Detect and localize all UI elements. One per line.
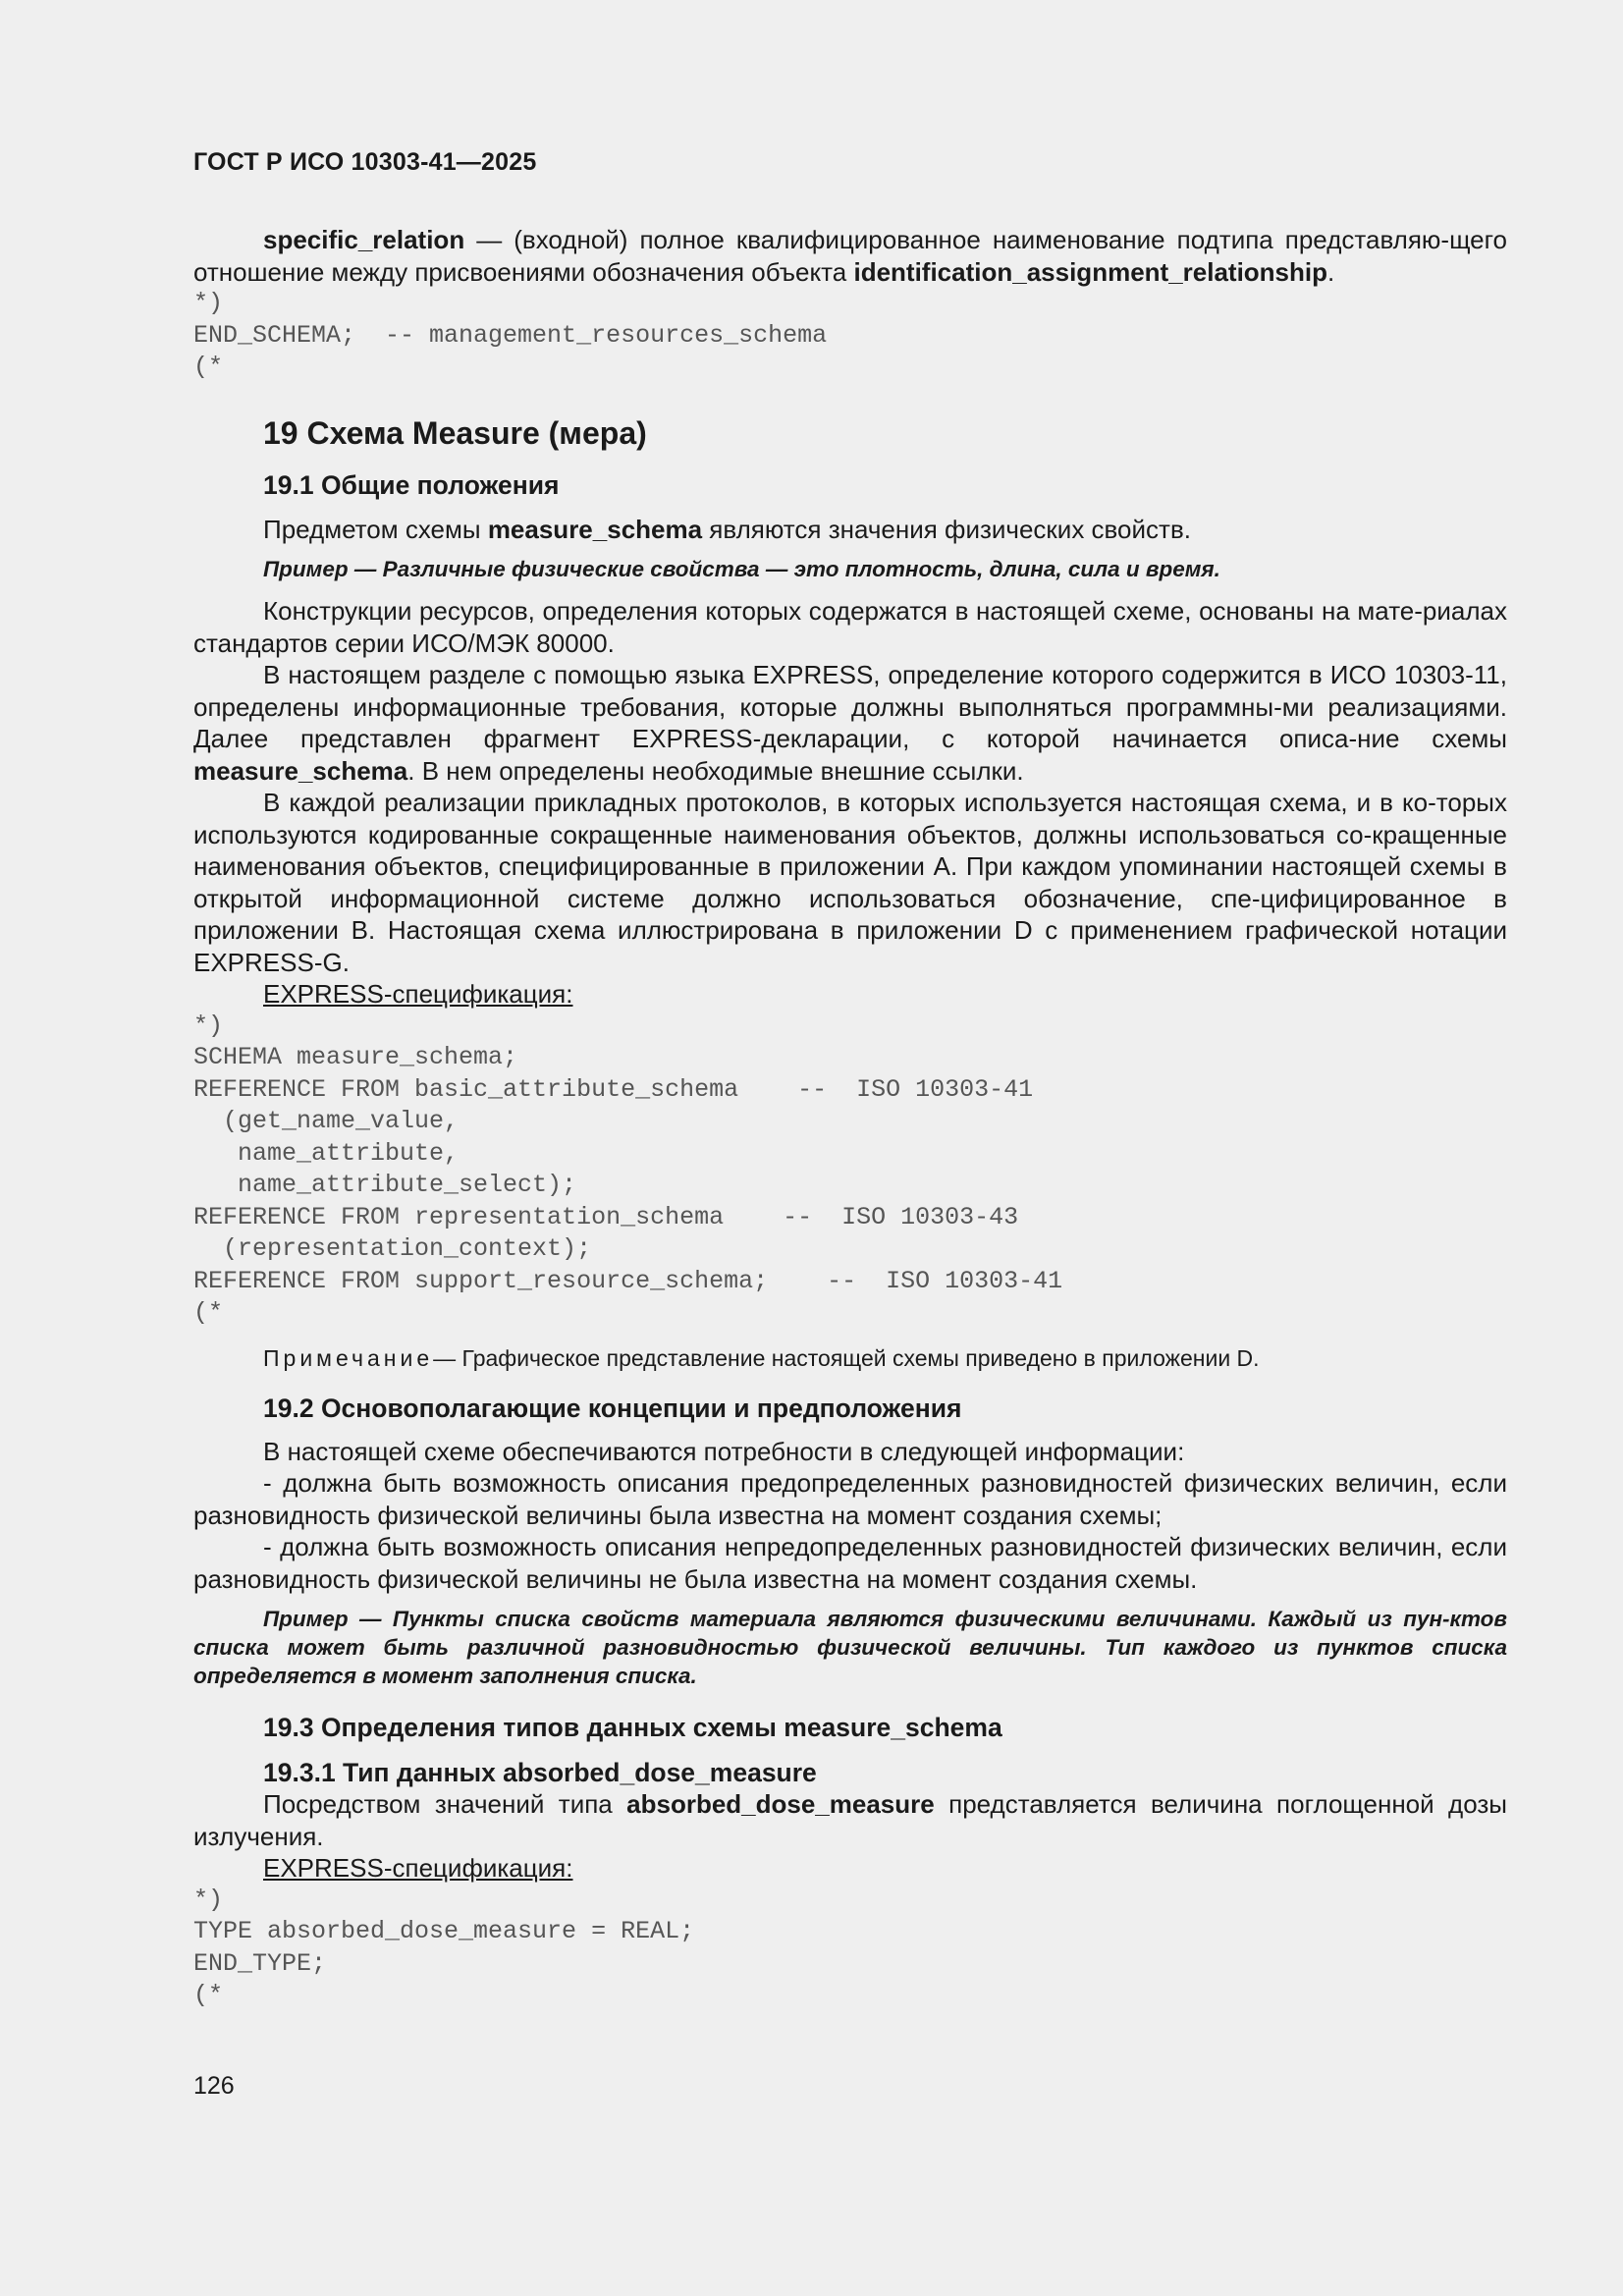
note-text: — Графическое представление настоящей схемы приведено в приложении D.	[433, 1344, 1260, 1371]
code-line: name_attribute_select);	[193, 1171, 577, 1199]
example-2: Пример — Пункты списка свойств материала являются физическими величинами. Каждый из пун-ктов списка может быть различной разновидностью физической величины. Тип каждого из пунктов списка определяется в момент заполнения списка.	[193, 1607, 1507, 1688]
paragraph-express-intro: В настоящем разделе с помощью языка EXPRESS, определение которого содержится в ИСО 10303-11, определены информационные требования, которые должны выполняться программны-ми реализациями. Далее представлен фрагмент EXPRESS-декларации, с которой начинается описа-ние схемы measure_schema. В нем определены необходимые внешние ссылки.	[193, 660, 1507, 786]
term-identification-assignment-relationship: identification_assignment_relationship	[853, 256, 1328, 287]
section-19-title: 19 Схема Measure (мера)	[263, 414, 647, 451]
code-line: REFERENCE FROM representation_schema -- ISO 10303-43	[193, 1202, 1019, 1231]
section-19-3-title: 19.3 Определения типов данных схемы measure_schema	[263, 1713, 1002, 1742]
code-line: *)	[193, 1885, 224, 1914]
page-content	[193, 224, 1507, 2012]
term-measure-schema: measure_schema	[487, 514, 703, 544]
code-block-schema	[193, 1011, 1507, 1330]
code-line: TYPE absorbed_dose_measure = REAL;	[193, 1917, 695, 1945]
code-block-type	[193, 1885, 1507, 2012]
code-line: END_SCHEMA; -- management_resources_schema	[193, 320, 828, 350]
express-spec-label-2: EXPRESS-спецификация:	[263, 1853, 573, 1883]
term-specific-relation: specific_relation	[263, 225, 465, 254]
code-line: (*	[193, 1298, 224, 1327]
code-line: END_TYPE;	[193, 1948, 327, 1978]
section-19-2-title: 19.2 Основополагающие концепции и предположения	[263, 1393, 962, 1423]
paragraph-measure-schema-subject: Предметом схемы measure_schema являются значения физических свойств.	[263, 514, 1191, 544]
section-19-3-1-title: 19.3.1 Тип данных absorbed_dose_measure	[263, 1758, 817, 1787]
paragraph-absorbed-dose: Посредством значений типа absorbed_dose_measure представляется величина поглощенной дозы излучения.	[193, 1789, 1507, 1851]
term-absorbed-dose-measure: absorbed_dose_measure	[626, 1789, 935, 1819]
code-line: *)	[193, 1011, 224, 1040]
express-spec-label: EXPRESS-спецификация:	[263, 979, 573, 1009]
section-19-1-title: 19.1 Общие положения	[263, 469, 560, 500]
list-item-non-predefined: - должна быть возможность описания непредопределенных разновидностей физических величин, если разновидность физической величины не была известна на момент создания схемы.	[193, 1532, 1507, 1594]
note	[263, 1343, 1507, 1373]
code-line: (*	[193, 353, 224, 381]
page-number: 126	[193, 2072, 235, 2100]
example-1: Пример — Различные физические свойства — это плотность, длина, сила и время.	[263, 557, 1220, 581]
code-line: REFERENCE FROM support_resource_schema; -- ISO 10303-41	[193, 1266, 1063, 1295]
code-line: *)	[193, 289, 224, 317]
intro-text-2: .	[1327, 256, 1335, 287]
term-measure-schema-2: measure_schema	[193, 755, 408, 786]
code-line: (get_name_value,	[193, 1107, 460, 1135]
code-line: (representation_context);	[193, 1234, 592, 1263]
intro-paragraph	[193, 224, 1507, 288]
paragraph-needs: В настоящей схеме обеспечиваются потребности в следующей информации:	[263, 1436, 1185, 1466]
code-line: name_attribute,	[193, 1138, 460, 1168]
document-header: ГОСТ Р ИСО 10303-41—2025	[193, 148, 537, 176]
code-line: (*	[193, 1981, 224, 2009]
paragraph-resources: Конструкции ресурсов, определения которых содержатся в настоящей схеме, основаны на мате-риалах стандартов серии ИСО/МЭК 80000.	[193, 596, 1507, 658]
paragraph-implementations: В каждой реализации прикладных протоколов, в которых используется настоящая схема, и в ко-торых используются кодированные сокращенные наименования объектов, должны использоваться со-кращенные наименования объектов, специфицированные в приложении А. При каждом упоминании настоящей схемы в открытой информационной системе должно использоваться обозначение, спе-цифицированное в приложении В. Настоящая схема иллюстрирована в приложении D с применением графической нотации EXPRESS-G.	[193, 788, 1507, 977]
note-label: Примечание	[263, 1344, 434, 1371]
code-line: SCHEMA measure_schema;	[193, 1043, 518, 1071]
code-line: REFERENCE FROM basic_attribute_schema -- ISO 10303-41	[193, 1074, 1034, 1104]
code-block-end-schema	[193, 288, 1507, 384]
list-item-predefined: - должна быть возможность описания предопределенных разновидностей физических величин, если разновидность физической величины была известна на момент создания схемы;	[193, 1468, 1507, 1530]
intro-text-1: — (входной) полное квалифицированное наименование подтипа представляю-щего отношение между присвоениями обозначения объекта	[193, 225, 1507, 287]
